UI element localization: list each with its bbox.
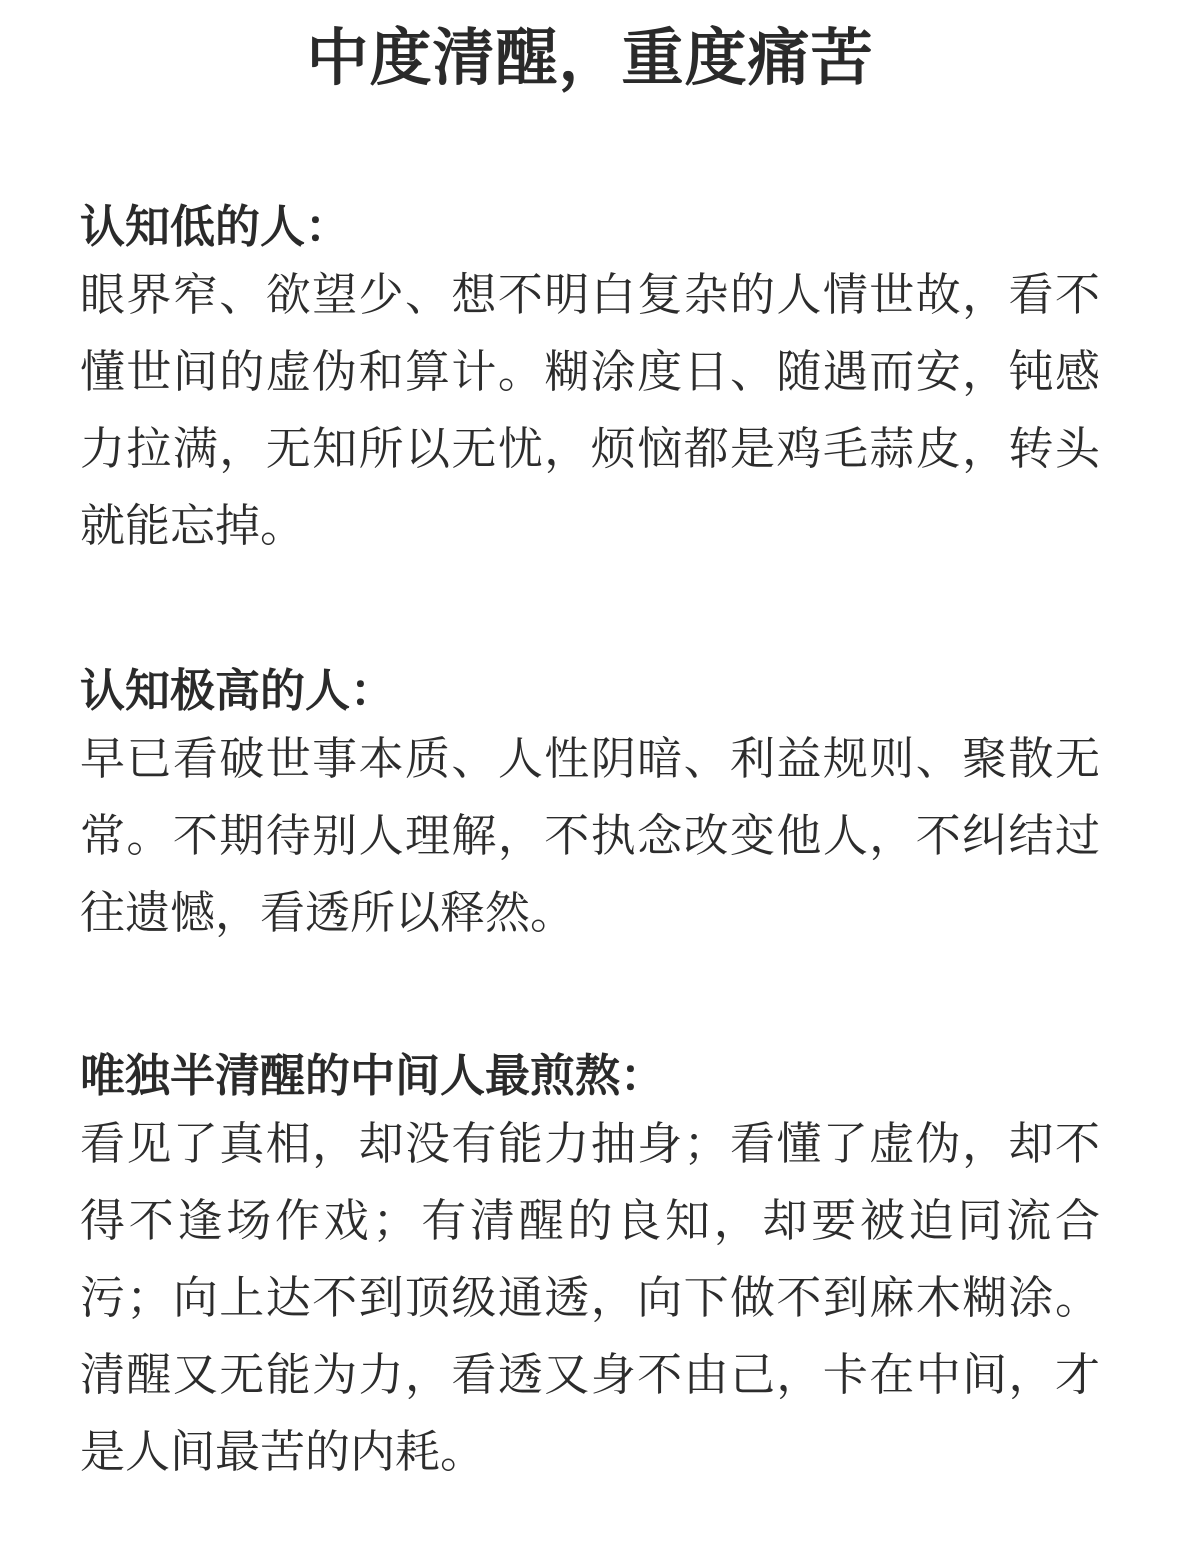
page-title: 中度清醒，重度痛苦 — [306, 21, 874, 94]
section-body: 眼界窄、欲望少、想不明白复杂的人情世故，看不懂世间的虚伪和算计。糊涂度日、随遇而安，钝感力拉满，无知所以无忧，烦恼都是鸡毛蒜皮，转头就能忘掉。 — [80, 268, 1100, 552]
section-half-awake — [80, 1047, 1100, 1490]
section-heading: 认知低的人： — [80, 200, 351, 253]
section-heading: 唯独半清醒的中间人最煎熬： — [80, 1049, 666, 1102]
section-body: 早已看破世事本质、人性阴暗、利益规则、聚散无常。不期待别人理解，不执念改变他人，不纠结过往遗憾，看透所以释然。 — [80, 732, 1100, 939]
section-heading: 认知极高的人： — [80, 664, 396, 717]
section-body: 看见了真相，却没有能力抽身；看懂了虚伪，却不得不逢场作戏；有清醒的良知，却要被迫同流合污；向上达不到顶级通透，向下做不到麻木糊涂。清醒又无能为力，看透又身不由己，卡在中间，才是人间最苦的内耗。 — [80, 1117, 1100, 1478]
section-low-cognition — [80, 198, 1100, 564]
section-high-cognition — [80, 662, 1100, 951]
